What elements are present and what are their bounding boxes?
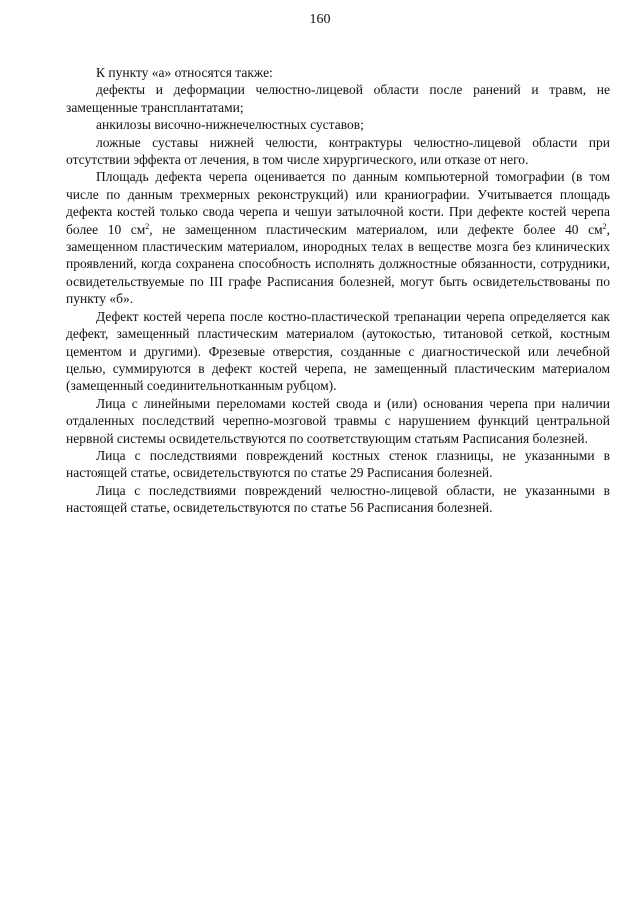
superscript-square: 2: [602, 221, 607, 231]
document-body: [66, 64, 610, 517]
paragraph-maxillofacial-injuries: Лица с последствиями повреждений челюстно-лицевой области, не указанными в настоящей статье, освидетельствуются по статье 56 Расписания болезней.: [66, 482, 610, 516]
paragraph-skull-defect-text-b: , не замещенном пластическим материалом, или дефекте более 40 см: [149, 221, 603, 237]
paragraph-skull-defect-text-a: Площадь дефекта черепа оценивается по данным компьютерной томографии (в том числе по данным трехмерных реконструкций) или краниографии. Учитывается площадь дефекта костей только свода черепа и чешуи затылочной кости. При дефекте костей черепа более 10 см: [66, 169, 610, 237]
paragraph-trepanation: Дефект костей черепа после костно-пластической трепанации черепа определяется как дефект, замещенный пластическим материалом (аутокостью, титановой сеткой, костным цементом и другими). Фрезевые отверстия, созданные с диагностической или лечебной целью, суммируются в дефект костей черепа, не замещенный пластическим материалом (замещенный соединительнотканным рубцом).: [66, 308, 610, 394]
paragraph-linear-fractures: Лица с линейными переломами костей свода и (или) основания черепа при наличии отдаленных последствий черепно-мозговой травмы с нарушением функций центральной нервной системы освидетельствуются по соответствующим статьям Расписания болезней.: [66, 395, 610, 446]
paragraph-skull-defect-area: [66, 168, 610, 307]
paragraph-ankylosis: анкилозы височно-нижнечелюстных суставов;: [96, 117, 364, 133]
paragraph-skull-defect-text-c: , замещенном пластическим материалом, инородных телах в веществе мозга без клинических проявлений, когда сохранена способность исполнять должностные обязанности, сотрудники, освидетельствуемые по III графе Расписания болезней, могут быть освидетельствованы по пункту «б».: [66, 221, 610, 307]
paragraph-orbit-injuries: Лица с последствиями повреждений костных стенок глазницы, не указанными в настоящей статье, освидетельствуются по статье 29 Расписания болезней.: [66, 447, 610, 481]
paragraph-intro: К пункту «а» относятся также:: [96, 65, 273, 80]
superscript-square: 2: [145, 221, 150, 231]
paragraph-false-joints: ложные суставы нижней челюсти, контрактуры челюстно-лицевой области при отсутствии эффекта от лечения, в том числе хирургического, или отказе от него.: [66, 134, 610, 168]
paragraph-defects: дефекты и деформации челюстно-лицевой области после ранений и травм, не замещенные трансплантатами;: [66, 82, 610, 115]
page-number: 160: [309, 12, 331, 27]
